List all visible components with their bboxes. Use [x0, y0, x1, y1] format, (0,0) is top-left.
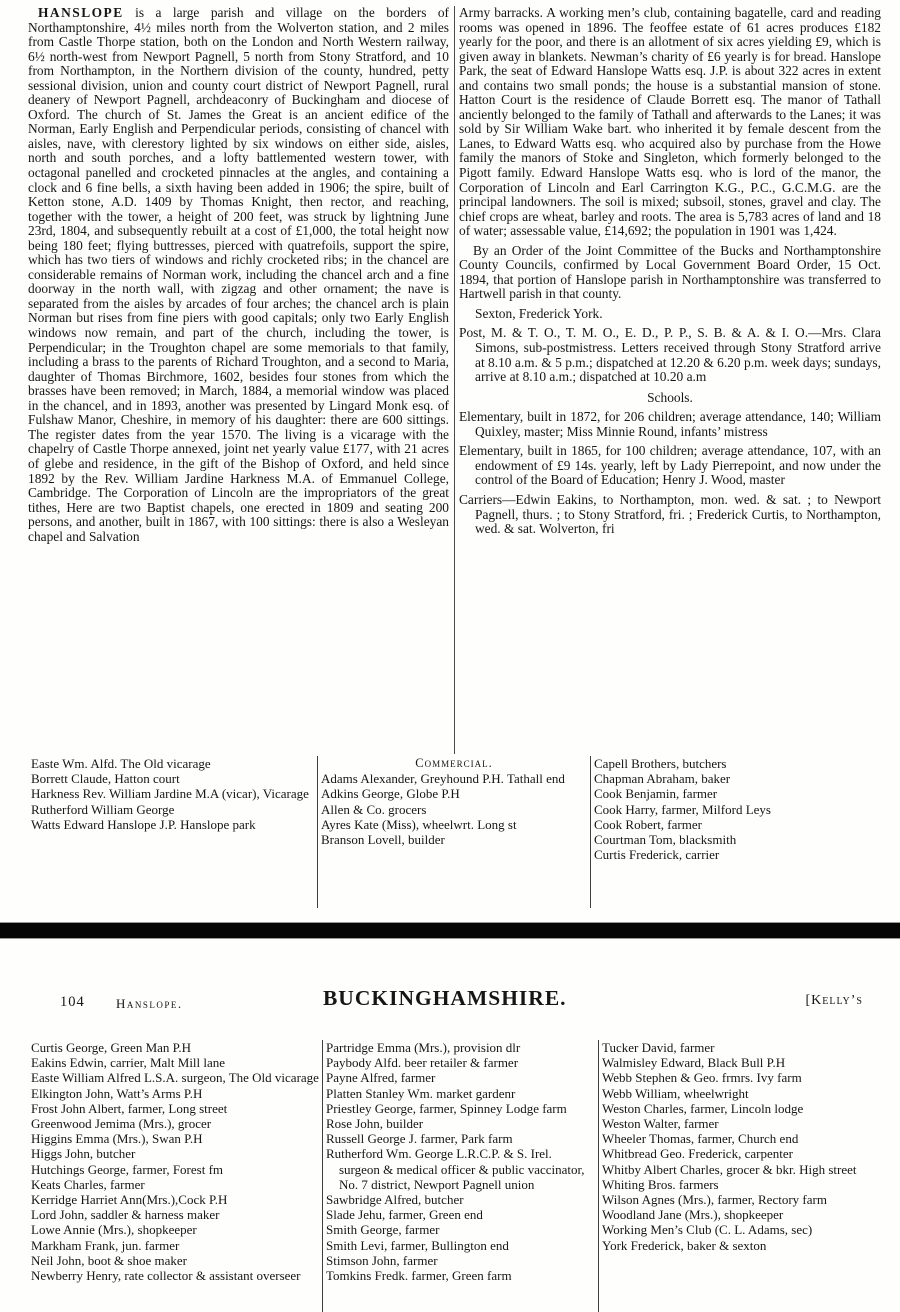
directory-entry: Cook Benjamin, farmer [594, 786, 718, 802]
directory-entry: Rose John, builder [326, 1116, 424, 1132]
directory-entry: Elementary, built in 1872, for 206 children; average attendance, 140; William Quixley, master; Miss Minnie Round, infants’ mistress [459, 409, 881, 439]
directory-entry: Tucker David, farmer [602, 1040, 715, 1055]
directory-entry: Branson Lovell, builder [321, 832, 445, 848]
directory-entry: Elkington John, Watt’s Arms P.H [31, 1085, 203, 1101]
directory-column-2 [322, 1040, 599, 1312]
parish-name: Hanslope. [116, 996, 183, 1011]
column-rule [454, 6, 455, 754]
directory-entry: Cook Robert, farmer [594, 816, 702, 832]
directory-entry: Sawbridge Alfred, butcher [326, 1192, 464, 1208]
directory-entry: Partridge Emma (Mrs.), provision dlr [326, 1040, 521, 1055]
directory-entry: Smith Levi, farmer, Bullington end [326, 1237, 509, 1253]
article-paragraph-continued: Army barracks. A working men’s club, containing bagatelle, card and reading rooms was opened in 1896. The feoffee estate of 61 acres produces £182 yearly for the poor, and there is an allotment of six acres yielding £9, which is given away in blankets. Newman’s charity of £6 yearly is for bread. Hanslope Park, the seat of Edward Hanslope Watts esq. J.P. is about 322 acres in extent and contains two small ponds; the house is a substantial mansion of stone. Hatton Court is the residence of Claude Borrett esq. The manor of Tathall anciently belonged to the family of Tathall and afterwards to the Lanes; it was sold by Sir William Wake bart. who inherited it by female descent from the Lanes, to Edward Watts esq. who acquired also by purchase from the Howe family the manors of Stoke and Singleton, which formerly belonged to the Pigott family. Edward Hanslope Watts esq. who is lord of the manor, the Corporation of Lincoln and Earl Carrington K.G., P.C., G.C.M.G. are the principal landowners. The soil is mixed; subsoil, stones, gravel and clay. The chief crops are wheat, barley and roots. The area is 5,783 acres of land and 18 of water; assessable value, £14,692; the population in 1901 was 1,424. [459, 6, 881, 239]
directory-entry: Curtis George, Green Man P.H [31, 1040, 192, 1055]
parish-lead-word: HANSLOPE [38, 6, 124, 20]
directory-entry: Neil John, boot & shoe maker [31, 1252, 187, 1268]
article-right-column [459, 6, 881, 754]
commercial-column-2 [591, 756, 885, 908]
trades-directory [28, 1040, 885, 1312]
directory-entry: Rutherford Wm. George L.R.C.P. & S. Irel. surgeon & medical officer & public vaccinator, No. 7 district, Newport Pagnell union [326, 1146, 585, 1192]
directory-entry: Adams Alexander, Greyhound P.H. Tathall end [321, 771, 565, 787]
school-entries [459, 410, 881, 488]
directory-entry: Newberry Henry, rate collector & assistant overseer [31, 1268, 301, 1284]
directory-entry: Capell Brothers, butchers [594, 756, 727, 771]
directory-entry: Weston Charles, farmer, Lincoln lodge [602, 1100, 804, 1116]
commercial-column-1 [317, 756, 591, 908]
directory-entry: Higgins Emma (Mrs.), Swan P.H [31, 1131, 203, 1147]
directory-entry: Woodland Jane (Mrs.), shopkeeper [602, 1207, 784, 1223]
directory-entry: Greenwood Jemima (Mrs.), grocer [31, 1116, 212, 1132]
directory-entry: Stimson John, farmer [326, 1252, 438, 1268]
directory-entry: Whitby Albert Charles, grocer & bkr. High street [602, 1161, 857, 1177]
article-left-column [28, 6, 449, 754]
directory-entry: York Frederick, baker & sexton [602, 1237, 767, 1253]
article-hanslope [28, 6, 881, 754]
directory-entry: Watts Edward Hanslope J.P. Hanslope park [31, 816, 256, 832]
directory-entry: Easte William Alfred L.S.A. surgeon, The Old vicarage [31, 1070, 319, 1086]
directory-entry: Eakins Edwin, carrier, Malt Mill lane [31, 1055, 226, 1071]
directory-entry: Borrett Claude, Hatton court [31, 771, 180, 787]
directory-entry: Webb Stephen & Geo. frmrs. Ivy farm [602, 1070, 802, 1086]
directory-entry: Cook Harry, farmer, Milford Leys [594, 801, 771, 817]
directory-entry: Whitbread Geo. Frederick, carpenter [602, 1146, 793, 1162]
directory-entry: Wheeler Thomas, farmer, Church end [602, 1131, 799, 1147]
directory-entry: Wilson Agnes (Mrs.), farmer, Rectory farm [602, 1192, 827, 1208]
directory-entry: Markham Frank, jun. farmer [31, 1237, 180, 1253]
directory-entry: Whiting Bros. farmers [602, 1176, 719, 1192]
directory-entry: Easte Wm. Alfd. The Old vicarage [31, 756, 211, 771]
directory-entry: Walmisley Edward, Black Bull P.H [602, 1055, 786, 1071]
directory-entry: Lowe Annie (Mrs.), shopkeeper [31, 1222, 197, 1238]
directory-entry: Ayres Kate (Miss), wheelwrt. Long st [321, 816, 517, 832]
county-title: BUCKINGHAMSHIRE. [322, 986, 567, 1010]
page-number: 104 [60, 994, 85, 1010]
article-paragraph [28, 6, 449, 544]
directory-entry: Hutchings George, farmer, Forest fm [31, 1161, 224, 1177]
directory-entry: Payne Alfred, farmer [326, 1070, 436, 1086]
kellys-edition-marker: [Kelly’s [805, 993, 863, 1008]
schools-heading: Schools. [647, 389, 693, 405]
directory-entry: Smith George, farmer [326, 1222, 440, 1238]
sexton-line: Sexton, Frederick York. [475, 305, 603, 321]
directory-entry: Curtis Frederick, carrier [594, 847, 720, 863]
directory-entry: Rutherford William George [31, 801, 175, 817]
directory-entry: Tomkins Fredk. farmer, Green farm [326, 1268, 512, 1284]
directory-entry: Priestley George, farmer, Spinney Lodge farm [326, 1100, 567, 1116]
directory-entry: Frost John Albert, farmer, Long street [31, 1100, 228, 1116]
directory-column-3 [599, 1040, 885, 1312]
directory-entry: Kerridge Harriet Ann(Mrs.),Cock P.H [31, 1192, 228, 1208]
directory-column-1 [28, 1040, 322, 1312]
directory-entry: Chapman Abraham, baker [594, 771, 731, 787]
directory-entry: Platten Stanley Wm. market gardenr [326, 1085, 516, 1101]
directory-entry: Russell George J. farmer, Park farm [326, 1131, 513, 1147]
directory-entry: Allen & Co. grocers [321, 801, 427, 817]
boundary-order-paragraph: By an Order of the Joint Committee of the Bucks and Northamptonshire County Councils, confirmed by Local Government Board Order, 15 Oct. 1894, that portion of Hanslope parish in Northamptonshire was transferred to Hartwell parish in that county. [459, 242, 881, 302]
running-header [28, 984, 881, 1018]
page-separator-bar [0, 922, 900, 939]
residents-commercial-directory [28, 756, 885, 908]
residents-column [28, 756, 317, 908]
directory-entry: Webb William, wheelwright [602, 1085, 749, 1101]
article-body-text: is a large parish and village on the borders of Northamptonshire, 4½ miles north from the Wolverton station, and 2 miles from Castle Thorpe station, both on the London and North Western railway, 6½ north-west from Newport Pagnell, 5 north from Stony Stratford, and 10 from Northampton, in the Northern division of the county, hundred, petty sessional division, union and county court district of Newport Pagnell, rural deanery of Newport Pagnell, archdeaconry of Buckingham and diocese of Oxford. The church of St. James the Great is an ancient edifice of the Norman, Early English and Perpendicular periods, consisting of chancel with aisles, nave, with clerestory lighted by six windows on either side, aisles, north and south porches, and a lofty battlemented western tower, with octagonal panelled and crocketed pinnacles at the angles, and containing a clock and 6 fine bells, a sixth having been added in 1906; the spire, built of Ketton stone, A.D. 1409 by Thomas Knight, then rector, and reaching, together with the tower, a height of 200 feet, was struck by lightning June 23rd, 1804, and subsequently rebuilt at a cost of £1,000, the total height now being 180 feet; flying buttresses, pierced with quatrefoils, support the spire, which has two tiers of windows and richly crocketed ribs; in the chancel are considerable remains of Norman work, including the chancel arch and a fine doorway in the north wall, with zigzag and other ornament; the nave is separated from the aisles by arcades of four arches; the chancel arch is plain Norman but rises from fine piers with good capitals; only two Early English windows now remain, and part of the church, including the tower, is Perpendicular; in the Troughton chapel are some memorials to that family, including a brass to the parents of Richard Troughton, and a second to Maria, daughter of Thomas Birchmore, 1602, besides four stones from which the brasses have been removed; in March, 1884, a memorial window was placed in the chancel, and in 1893, another was presented by Lingard Monk esq. of Fulshaw Manor, Cheshire, in memory of his daughter: there are 600 sittings. The register dates from the year 1570. The living is a vicarage with the chapelry of Castle Thorpe annexed, joint net yearly value £177, with 21 acres of glebe and residence, in the gift of the Bishop of Oxford, and held since 1892 by the Rev. William Jardine Harkness M.A. of Emmanuel College, Cambridge. The Corporation of Lincoln are the impropriators of the great tithes, Here are two Baptist chapels, one erected in 1809 and seating 200 persons, and another, built in 1867, with 100 sittings: there is also a Wesleyan chapel and Salvation [28, 6, 449, 544]
directory-entry: Paybody Alfd. beer retailer & farmer [326, 1055, 519, 1071]
directory-entry: Elementary, built in 1865, for 100 children; average attendance, 107, with an endowment of £9 14s. yearly, left by Lady Pierrepoint, and now under the control of the Board of Education; Henry J. Wood, master [459, 443, 881, 488]
directory-entry: Lord John, saddler & harness maker [31, 1207, 220, 1223]
directory-entry: Weston Walter, farmer [602, 1116, 719, 1132]
carriers-paragraph: Carriers—Edwin Eakins, to Northampton, mon. wed. & sat. ; to Newport Pagnell, thurs. ; to Stony Stratford, fri. ; Frederick Curtis, to Northampton, wed. & sat. Wolverton, fri [459, 491, 881, 537]
directory-entry: Harkness Rev. William Jardine M.A (vicar), Vicarage [31, 786, 309, 802]
directory-entry: Working Men’s Club (C. L. Adams, sec) [602, 1222, 813, 1238]
commercial-entries-1 [321, 771, 587, 847]
commercial-heading: Commercial. [415, 756, 493, 770]
directory-entry: Courtman Tom, blacksmith [594, 832, 737, 848]
directory-entry: Adkins George, Globe P.H [321, 786, 460, 802]
directory-entry: Keats Charles, farmer [31, 1176, 145, 1192]
directory-entry: Slade Jehu, farmer, Green end [326, 1207, 483, 1223]
post-office-paragraph: Post, M. & T. O., T. M. O., E. D., P. P., S. B. & A. & I. O.—Mrs. Clara Simons, sub-postmistress. Letters received through Stony Stratford arrive at 8.10 a.m. & 5 p.m.; dispatched at 12.20 & 6.20 p.m. week days; sundays, arrive at 8.10 a.m.; dispatched at 10.20 a.m [459, 325, 881, 385]
directory-entry: Higgs John, butcher [31, 1146, 136, 1162]
